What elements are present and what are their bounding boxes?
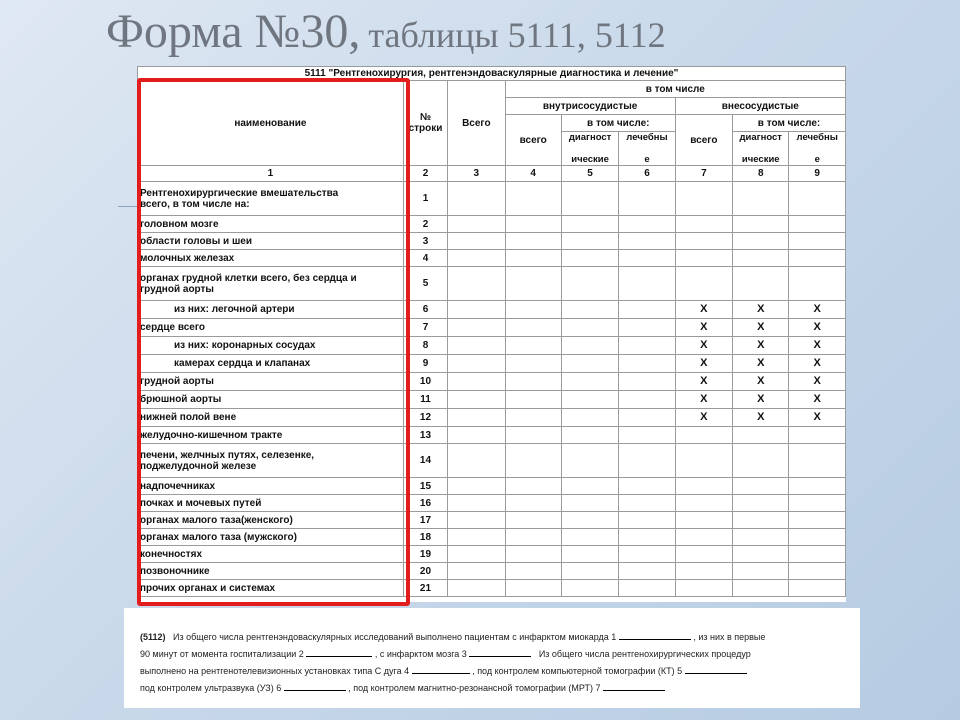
cell (789, 529, 846, 546)
cell (505, 444, 561, 478)
cell (789, 427, 846, 444)
cell (675, 495, 732, 512)
cell (561, 337, 618, 355)
cell (561, 355, 618, 373)
form-5112-note (124, 608, 860, 708)
cell (789, 580, 846, 597)
header-extra-therapeutic (789, 132, 846, 166)
cell (733, 529, 789, 546)
cell (733, 563, 789, 580)
table-row (138, 182, 846, 216)
header-row-number (403, 81, 447, 166)
row-number: 21 (403, 580, 447, 597)
x-mark: X (789, 355, 846, 373)
note-text: выполнено на рентгенотелевизионных установках типа С дуга 4 (140, 666, 410, 676)
cell (619, 529, 675, 546)
header-intra-of-which: в том числе: (561, 115, 675, 132)
cell (505, 373, 561, 391)
cell (448, 355, 505, 373)
cell (733, 444, 789, 478)
cell (448, 250, 505, 267)
cell (733, 546, 789, 563)
cell (675, 233, 732, 250)
blank-field-6[interactable] (284, 681, 346, 691)
cell (789, 512, 846, 529)
cell (561, 373, 618, 391)
cell (733, 427, 789, 444)
cell (505, 391, 561, 409)
header-intra-therapeutic (619, 132, 675, 166)
cell (505, 216, 561, 233)
cell (505, 319, 561, 337)
x-mark: X (675, 301, 732, 319)
header-extra-diagnostic-1: диагност (739, 132, 782, 143)
cell (619, 580, 675, 597)
cell (789, 267, 846, 301)
col-number: 9 (789, 166, 846, 182)
cell (733, 233, 789, 250)
col-number: 6 (619, 166, 675, 182)
cell (561, 301, 618, 319)
row-name-line-1: печени, желчных путях, селезенке, (140, 449, 315, 461)
cell (448, 216, 505, 233)
table-row (138, 409, 846, 427)
x-mark: X (789, 391, 846, 409)
cell (619, 182, 675, 216)
cell (561, 478, 618, 495)
x-mark: X (675, 337, 732, 355)
cell (505, 546, 561, 563)
note-text: , с инфарктом мозга 3 (374, 649, 467, 659)
cell (675, 250, 732, 267)
col-number: 5 (561, 166, 618, 182)
cell (561, 391, 618, 409)
row-name (138, 444, 404, 478)
note-line-4 (140, 680, 844, 697)
cell (561, 409, 618, 427)
cell (505, 580, 561, 597)
row-name: молочных железах (138, 250, 404, 267)
row-name: позвоночнике (138, 563, 404, 580)
note-line-2 (140, 646, 844, 663)
x-mark: X (675, 409, 732, 427)
cell (505, 337, 561, 355)
row-number: 15 (403, 478, 447, 495)
table-row (138, 444, 846, 478)
cell (789, 216, 846, 233)
row-number: 20 (403, 563, 447, 580)
note-text: Из общего числа рентгенэндоваскулярных исследований выполнено пациентам с инфарктом миокарда 1 (173, 632, 617, 642)
cell (619, 373, 675, 391)
col-number: 8 (733, 166, 789, 182)
table-row (138, 427, 846, 444)
table-row (138, 546, 846, 563)
cell (561, 319, 618, 337)
row-number: 5 (403, 267, 447, 301)
cell (561, 267, 618, 301)
note-text: Из общего числа рентгенохирургических процедур (538, 649, 751, 659)
cell (619, 216, 675, 233)
cell (789, 250, 846, 267)
header-intra-all: всего (505, 115, 561, 166)
slide-title-main: Форма №30, (106, 5, 361, 58)
table-row (138, 529, 846, 546)
cell (448, 495, 505, 512)
note-line-1 (140, 629, 844, 646)
header-extra-of-which: в том числе: (733, 115, 846, 132)
table-row (138, 512, 846, 529)
row-name: брюшной аорты (138, 391, 404, 409)
table-row (138, 233, 846, 250)
table-row (138, 319, 846, 337)
cell (675, 478, 732, 495)
cell (619, 546, 675, 563)
cell (505, 301, 561, 319)
table-row (138, 301, 846, 319)
note-text: 90 минут от момента госпитализации 2 (140, 649, 304, 659)
cell (505, 563, 561, 580)
cell (561, 563, 618, 580)
col-number: 1 (138, 166, 404, 182)
x-mark: X (789, 319, 846, 337)
cell (789, 546, 846, 563)
table-row (138, 373, 846, 391)
cell (448, 373, 505, 391)
x-mark: X (675, 373, 732, 391)
x-mark: X (733, 319, 789, 337)
cell (448, 233, 505, 250)
cell (448, 529, 505, 546)
header-extra-diagnostic (733, 132, 789, 166)
cell (448, 391, 505, 409)
cell (505, 250, 561, 267)
x-mark: X (733, 355, 789, 373)
row-name-line-2: всего, в том числе на: (140, 198, 250, 210)
form-table-sheet (137, 66, 846, 602)
cell (619, 391, 675, 409)
cell (733, 182, 789, 216)
cell (675, 563, 732, 580)
row-number: 6 (403, 301, 447, 319)
row-name: почках и мочевых путей (138, 495, 404, 512)
cell (561, 546, 618, 563)
table-row (138, 580, 846, 597)
row-name: органах малого таза(женского) (138, 512, 404, 529)
row-number: 11 (403, 391, 447, 409)
row-name-line-2: грудной аорты (140, 283, 214, 295)
cell (561, 427, 618, 444)
note-lead: (5112) (140, 632, 166, 642)
note-text: , под контролем магнитно-резонансной томографии (МРТ) 7 (348, 683, 601, 693)
row-name: органах малого таза (мужского) (138, 529, 404, 546)
table-row (138, 267, 846, 301)
header-intra-therapeutic-1: лечебны (626, 132, 668, 143)
table-row (138, 563, 846, 580)
cell (675, 267, 732, 301)
x-mark: X (789, 373, 846, 391)
x-mark: X (733, 337, 789, 355)
cell (619, 355, 675, 373)
x-mark: X (733, 409, 789, 427)
cell (675, 529, 732, 546)
row-number: 7 (403, 319, 447, 337)
cell (675, 512, 732, 529)
cell (448, 337, 505, 355)
x-mark: X (789, 409, 846, 427)
cell (675, 216, 732, 233)
blank-field-7[interactable] (603, 681, 665, 691)
header-name: наименование (138, 81, 404, 166)
x-mark: X (675, 355, 732, 373)
cell (448, 580, 505, 597)
table-row (138, 391, 846, 409)
blank-field-4[interactable] (412, 664, 470, 674)
cell (733, 216, 789, 233)
slide-title-sub: таблицы 5111, 5112 (368, 15, 666, 55)
col-number: 4 (505, 166, 561, 182)
row-name-line-2: поджелудочной железе (140, 460, 257, 472)
table-row (138, 355, 846, 373)
x-mark: X (733, 301, 789, 319)
cell (733, 495, 789, 512)
header-intra-therapeutic-2: е (644, 154, 650, 165)
header-extravascular: внесосудистые (675, 98, 845, 115)
cell (561, 580, 618, 597)
cell (675, 546, 732, 563)
row-name: прочих органах и системах (138, 580, 404, 597)
cell (505, 495, 561, 512)
row-name: нижней полой вене (138, 409, 404, 427)
row-name: из них: коронарных сосудах (138, 337, 404, 355)
row-name: камерах сердца и клапанах (138, 355, 404, 373)
cell (733, 478, 789, 495)
row-number: 1 (403, 182, 447, 216)
row-name: желудочно-кишечном тракте (138, 427, 404, 444)
row-name-line-1: Рентгенохирургические вмешательства (140, 187, 339, 199)
header-extra-therapeutic-2: е (814, 154, 820, 165)
x-mark: X (675, 319, 732, 337)
cell (505, 427, 561, 444)
cell (675, 444, 732, 478)
note-text: под контролем ультразвука (УЗ) 6 (140, 683, 282, 693)
cell (448, 301, 505, 319)
cell (448, 546, 505, 563)
cell (505, 233, 561, 250)
table-row (138, 250, 846, 267)
row-number: 18 (403, 529, 447, 546)
row-name: области головы и шеи (138, 233, 404, 250)
cell (619, 319, 675, 337)
cell (789, 495, 846, 512)
col-number: 7 (675, 166, 732, 182)
cell (619, 495, 675, 512)
row-number: 10 (403, 373, 447, 391)
row-name-line-1: органах грудной клетки всего, без сердца и (140, 272, 357, 284)
cell (619, 250, 675, 267)
cell (505, 409, 561, 427)
slide-title (106, 4, 666, 59)
cell (561, 233, 618, 250)
cell (561, 250, 618, 267)
cell (561, 182, 618, 216)
cell (619, 444, 675, 478)
row-number: 17 (403, 512, 447, 529)
cell (619, 267, 675, 301)
table-row (138, 495, 846, 512)
col-number: 3 (448, 166, 505, 182)
row-name: головном мозге (138, 216, 404, 233)
cell (619, 512, 675, 529)
blank-field-5[interactable] (685, 664, 747, 674)
cell (505, 529, 561, 546)
cell (448, 444, 505, 478)
cell (561, 529, 618, 546)
row-number: 14 (403, 444, 447, 478)
cell (448, 319, 505, 337)
x-mark: X (733, 391, 789, 409)
blank-field-1[interactable] (619, 630, 691, 640)
row-number: 16 (403, 495, 447, 512)
cell (448, 182, 505, 216)
row-name: сердце всего (138, 319, 404, 337)
header-extra-therapeutic-1: лечебны (796, 132, 838, 143)
cell (789, 444, 846, 478)
header-extra-all: всего (675, 115, 732, 166)
header-row-number-sign: № (419, 112, 432, 123)
cell (733, 267, 789, 301)
form-5111-table (137, 66, 846, 597)
x-mark: X (675, 391, 732, 409)
cell (561, 512, 618, 529)
note-line-3 (140, 663, 844, 680)
cell (505, 478, 561, 495)
cell (448, 427, 505, 444)
x-mark: X (789, 301, 846, 319)
row-name: грудной аорты (138, 373, 404, 391)
cell (561, 216, 618, 233)
cell (619, 409, 675, 427)
header-row-number-word: строки (408, 123, 443, 134)
x-mark: X (733, 373, 789, 391)
header-intra-diagnostic-2: ические (571, 154, 609, 165)
row-name (138, 267, 404, 301)
cell (619, 301, 675, 319)
table-row (138, 216, 846, 233)
blank-field-3[interactable] (469, 647, 531, 657)
cell (789, 563, 846, 580)
x-mark: X (789, 337, 846, 355)
row-number: 8 (403, 337, 447, 355)
header-intravascular: внутрисосудистые (505, 98, 675, 115)
cell (675, 580, 732, 597)
row-name (138, 182, 404, 216)
note-text: , под контролем компьютерной томографии (КТ) 5 (472, 666, 683, 676)
header-intra-diagnostic-1: диагност (568, 132, 612, 143)
cell (619, 427, 675, 444)
cell (505, 182, 561, 216)
cell (675, 182, 732, 216)
cell (448, 478, 505, 495)
header-extra-diagnostic-2: ические (741, 154, 780, 165)
cell (448, 267, 505, 301)
row-name: надпочечниках (138, 478, 404, 495)
row-number: 12 (403, 409, 447, 427)
cell (789, 478, 846, 495)
col-number: 2 (403, 166, 447, 182)
cell (789, 182, 846, 216)
cell (448, 512, 505, 529)
cell (448, 563, 505, 580)
row-number: 3 (403, 233, 447, 250)
row-number: 13 (403, 427, 447, 444)
header-intra-diagnostic (561, 132, 618, 166)
cell (619, 337, 675, 355)
row-number: 4 (403, 250, 447, 267)
table-row (138, 478, 846, 495)
row-number: 9 (403, 355, 447, 373)
cell (448, 409, 505, 427)
cell (733, 512, 789, 529)
row-name: конечностях (138, 546, 404, 563)
table-caption: 5111 "Рентгенохирургия, рентгенэндоваскулярные диагностика и лечение" (138, 67, 846, 81)
cell (675, 427, 732, 444)
row-number: 2 (403, 216, 447, 233)
cell (789, 233, 846, 250)
header-total: Всего (448, 81, 505, 166)
row-number: 19 (403, 546, 447, 563)
cell (619, 563, 675, 580)
cell (619, 478, 675, 495)
cell (733, 580, 789, 597)
cell (505, 512, 561, 529)
cell (733, 250, 789, 267)
row-name: из них: легочной артери (138, 301, 404, 319)
table-row (138, 337, 846, 355)
header-including: в том числе (505, 81, 845, 98)
cell (505, 267, 561, 301)
cell (561, 495, 618, 512)
cell (561, 444, 618, 478)
decorative-line (118, 206, 138, 207)
note-text: , из них в первые (693, 632, 766, 642)
blank-field-2[interactable] (306, 647, 372, 657)
cell (619, 233, 675, 250)
cell (505, 355, 561, 373)
